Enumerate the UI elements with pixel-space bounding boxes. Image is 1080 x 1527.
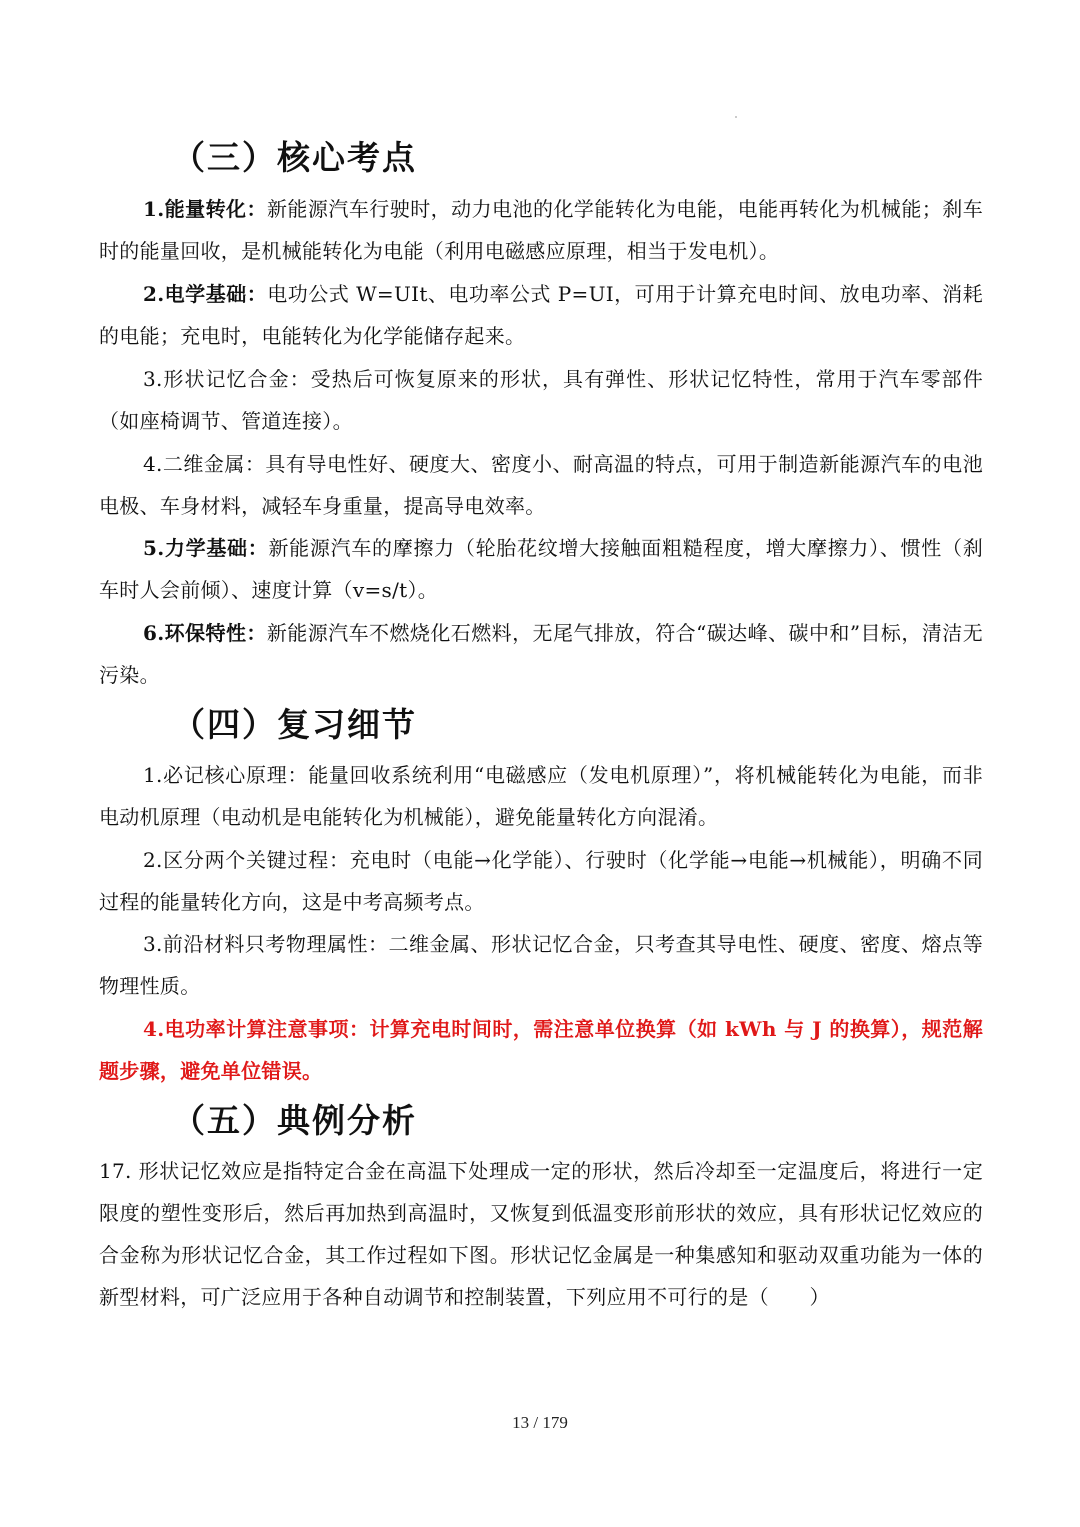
review-item-3: 3.前沿材料只考物理属性：二维金属、形状记忆合金，只考查其导电性、硬度、密度、熔点等物理性质。 [99,932,983,998]
page-indicator: 13 / 179 [512,1413,568,1432]
core-item-5-text: 新能源汽车的摩擦力（轮胎花纹增大接触面粗糙程度，增大摩擦力）、惯性（刹车时人会前倾）、速度计算（v=s/t）。 [99,536,984,602]
core-item-5 [99,527,983,611]
core-item-5-lead: 5.力学基础： [143,536,269,560]
core-item-1 [99,188,983,272]
core-item-1-text: 新能源汽车行驶时，动力电池的化学能转化为电能，电能再转化为机械能；刹车时的能量回收，是机械能转化为电能（利用电磁感应原理，相当于发电机）。 [99,197,984,263]
core-item-3: 3.形状记忆合金：受热后可恢复原来的形状，具有弹性、形状记忆特性，常用于汽车零部件（如座椅调节、管道连接）。 [99,367,983,433]
heading-example-analysis: （五）典例分析 [172,1101,417,1140]
heading-review-details: （四）复习细节 [172,705,417,744]
review-item-4-highlight: 4.电功率计算注意事项：计算充电时间时，需注意单位换算（如 kWh 与 J 的换算），规范解题步骤，避免单位错误。 [99,1017,983,1083]
scan-speck [735,116,737,118]
core-item-4: 4.二维金属：具有导电性好、硬度大、密度小、耐高温的特点，可用于制造新能源汽车的电池电极、车身材料，减轻车身重量，提高导电效率。 [99,452,983,518]
review-item-2: 2.区分两个关键过程：充电时（电能→化学能）、行驶时（化学能→电能→机械能），明确不同过程的能量转化方向，这是中考高频考点。 [99,848,983,914]
core-item-2-lead: 2.电学基础： [143,282,268,306]
review-item-1: 1.必记核心原理：能量回收系统利用“电磁感应（发电机原理）”，将机械能转化为电能，而非电动机原理（电动机是电能转化为机械能），避免能量转化方向混淆。 [99,763,983,829]
heading-core-points: （三）核心考点 [172,138,417,177]
core-item-6 [99,612,983,696]
example-question-17: 17. 形状记忆效应是指特定合金在高温下处理成一定的形状，然后冷却至一定温度后，将进行一定限度的塑性变形后，然后再加热到高温时，又恢复到低温变形前形状的效应，具有形状记忆效应的合金称为形状记忆合金，其工作过程如下图。形状记忆金属是一种集感知和驱动双重功能为一体的新型材料，可广泛应用于各种自动调节和控制装置，下列应用不可行的是（ ） [99,1159,983,1309]
core-item-2-text: 电功公式 W=UIt、电功率公式 P=UI，可用于计算充电时间、放电功率、消耗的电能；充电时，电能转化为化学能储存起来。 [99,282,983,348]
core-item-2 [99,273,983,357]
core-item-1-lead: 1.能量转化： [143,197,267,221]
core-item-6-text: 新能源汽车不燃烧化石燃料，无尾气排放，符合“碳达峰、碳中和”目标，清洁无污染。 [99,621,983,687]
core-item-6-lead: 6.环保特性： [143,621,267,645]
